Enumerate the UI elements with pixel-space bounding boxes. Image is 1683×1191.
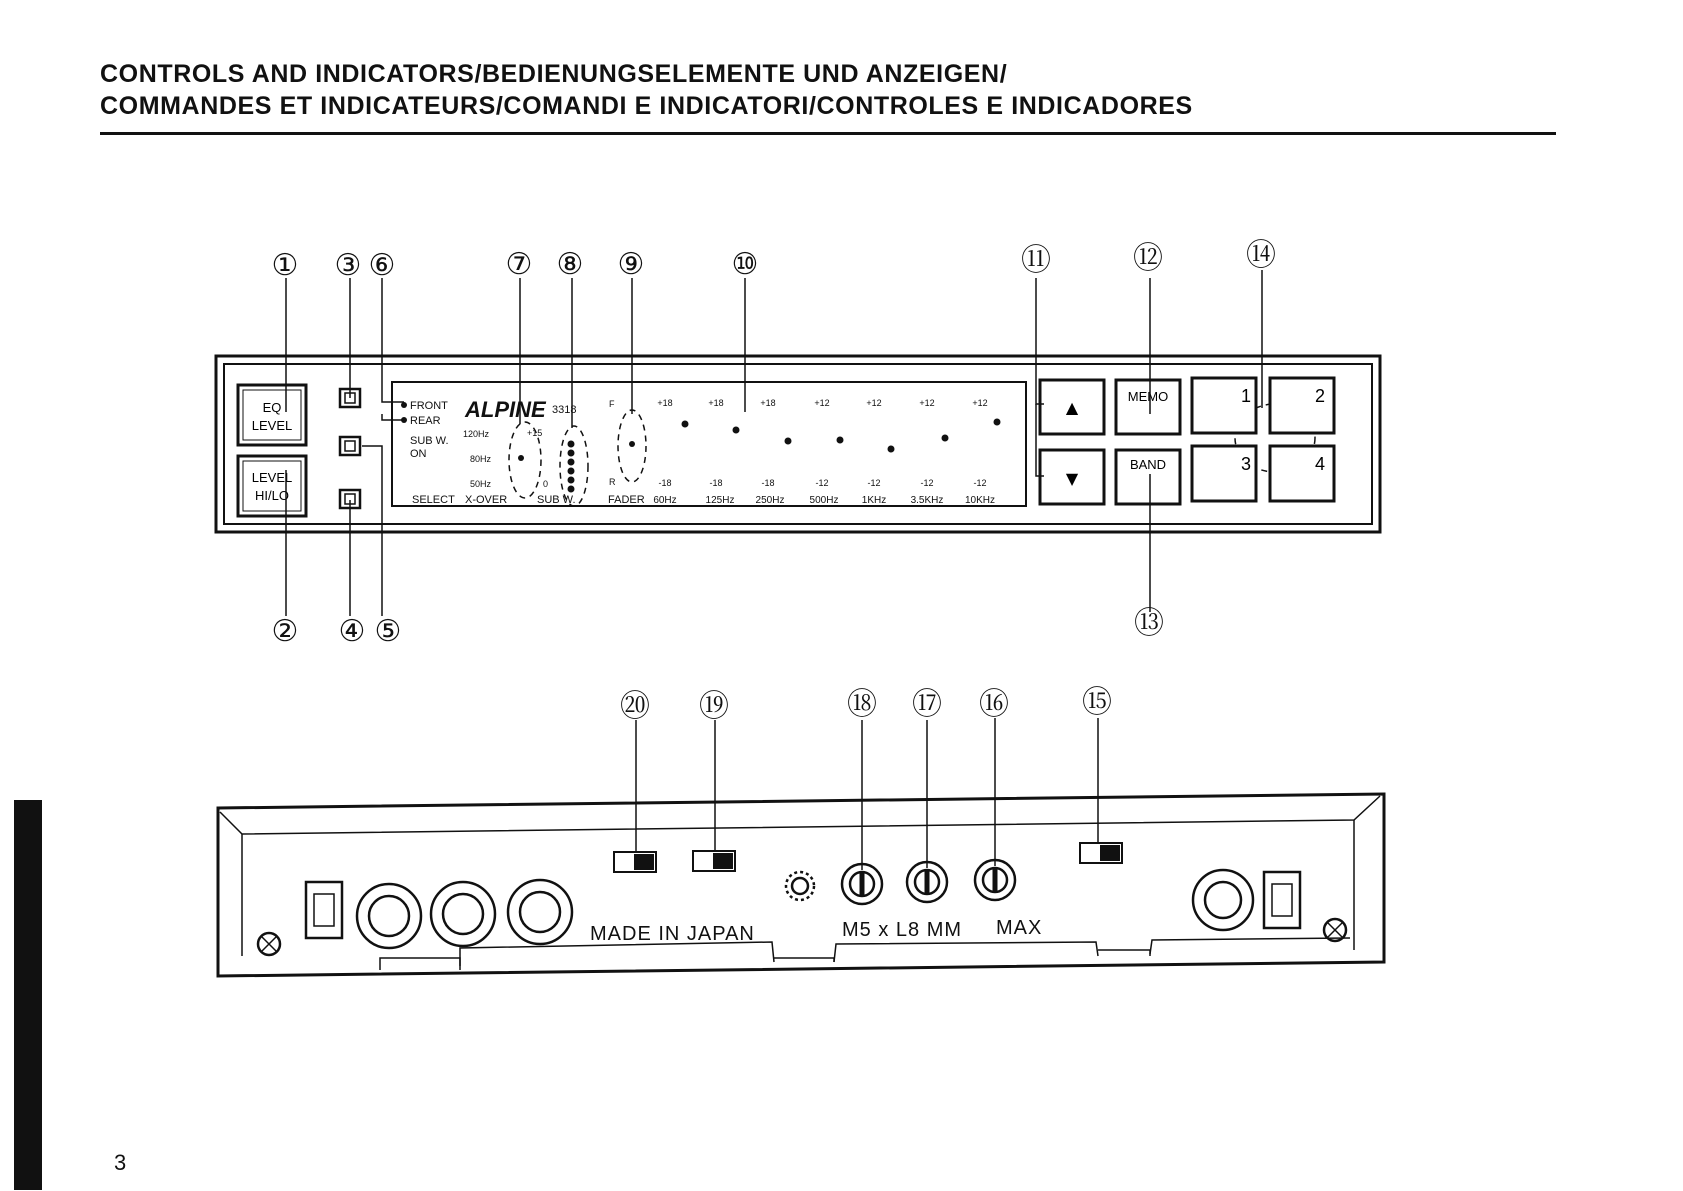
preset-4-label: 4 xyxy=(1314,454,1326,474)
eq-freq-3k5: 3.5KHz xyxy=(910,495,944,506)
level-hilo-label-1: LEVEL xyxy=(251,470,293,485)
preset-button-2[interactable] xyxy=(1270,378,1334,433)
preset-button-3[interactable] xyxy=(1192,446,1256,501)
subw-level-label: SUB W. xyxy=(537,494,576,506)
rca-output-3[interactable] xyxy=(508,880,572,944)
callout-12: ⑫ xyxy=(1133,241,1163,276)
made-in-japan-label: MADE IN JAPAN xyxy=(590,923,755,945)
eq-top-3k5: +12 xyxy=(919,398,935,408)
eq-bottom-1k: -12 xyxy=(867,478,881,488)
max-label: MAX xyxy=(996,917,1043,939)
subw-plus15: +15 xyxy=(527,428,543,438)
rear-right-connectors xyxy=(1193,870,1346,941)
rear-label: REAR xyxy=(410,415,441,427)
callout-6: ⑥ xyxy=(368,248,396,283)
xover-120hz: 120Hz xyxy=(463,429,490,439)
eq-top-10k: +12 xyxy=(972,398,988,408)
eq-bottom-250: -18 xyxy=(761,478,775,488)
callout-11: ⑪ xyxy=(1021,243,1051,278)
callout-4: ④ xyxy=(338,614,366,649)
eq-top-1k: +12 xyxy=(866,398,882,408)
fader-label: FADER xyxy=(608,494,645,506)
eq-freq-10k: 10KHz xyxy=(964,495,996,506)
callout-20: ⑳ xyxy=(620,689,650,724)
front-label: FRONT xyxy=(410,400,448,412)
eq-bottom-3k5: -12 xyxy=(920,478,934,488)
preset-button-1[interactable] xyxy=(1192,378,1256,433)
fader-f-label: F xyxy=(609,399,615,409)
xover-80hz: 80Hz xyxy=(470,454,492,464)
callout-7: ⑦ xyxy=(505,247,533,282)
callout-16: ⑯ xyxy=(979,687,1009,722)
eq-top-125: +18 xyxy=(708,398,724,408)
xover-50hz: 50Hz xyxy=(470,479,492,489)
eq-band-dots xyxy=(682,419,1001,453)
callout-18: ⑱ xyxy=(847,687,877,722)
callout-14: ⑭ xyxy=(1246,238,1276,273)
callout-5: ⑤ xyxy=(374,614,402,649)
callout-17: ⑰ xyxy=(912,687,942,722)
eq-freq-500: 500Hz xyxy=(809,495,839,506)
subw-level-meter xyxy=(568,441,575,493)
fader-r-label: R xyxy=(609,477,616,487)
eq-top-250: +18 xyxy=(760,398,776,408)
subw-label: SUB W. xyxy=(410,435,449,447)
eq-level-button[interactable] xyxy=(238,385,306,445)
callout-3: ③ xyxy=(334,248,362,283)
brand-logo: ALPINE xyxy=(465,397,546,422)
xover-label: X-OVER xyxy=(465,494,508,506)
memo-button[interactable] xyxy=(1116,380,1180,434)
callout-1: ① xyxy=(271,248,299,283)
page-title-line-2: COMMANDES ET INDICATEURS/COMANDI E INDICATORI/CONTROLES E INDICADORES xyxy=(100,92,1193,120)
select-label: SELECT xyxy=(412,494,455,506)
fader-indicator xyxy=(629,441,635,447)
rca-output-1[interactable] xyxy=(357,884,421,948)
rear-switches xyxy=(614,843,1122,872)
callout-13: ⑬ xyxy=(1134,606,1164,641)
callout-9: ⑨ xyxy=(617,247,645,282)
eq-level-label-2: LEVEL xyxy=(251,418,293,433)
callout-15: ⑮ xyxy=(1082,685,1112,720)
page-title-line-1: CONTROLS AND INDICATORS/BEDIENUNGSELEMENTE UND ANZEIGEN/ xyxy=(100,60,1008,88)
up-button[interactable] xyxy=(1040,380,1104,434)
xover-indicator xyxy=(518,455,524,461)
screw-spec-label: M5 x L8 MM xyxy=(842,919,963,941)
down-arrow-icon: ▼ xyxy=(1065,469,1079,488)
eq-level-label-1: EQ xyxy=(262,400,282,415)
level-hilo-button[interactable] xyxy=(238,456,306,516)
memo-label: MEMO xyxy=(1127,389,1169,404)
eq-bottom-500: -12 xyxy=(815,478,829,488)
left-power-connector xyxy=(306,882,342,938)
subwoofer-on-button[interactable] xyxy=(340,437,360,455)
band-label: BAND xyxy=(1129,457,1167,472)
page-number: 3 xyxy=(114,1150,127,1175)
eq-bottom-60: -18 xyxy=(658,478,672,488)
preset-button-4[interactable] xyxy=(1270,446,1334,501)
down-button[interactable] xyxy=(1040,450,1104,504)
preset-2-label: 2 xyxy=(1314,386,1326,406)
eq-top-60: +18 xyxy=(657,398,673,408)
subw-on-label: ON xyxy=(410,448,427,460)
model-number: 3318 xyxy=(552,404,577,416)
callout-8: ⑧ xyxy=(556,247,584,282)
rear-leader-lines xyxy=(636,718,1098,870)
eq-freq-125: 125Hz xyxy=(705,495,735,506)
eq-freq-60: 60Hz xyxy=(653,495,677,506)
callout-10: ⑩ xyxy=(731,247,759,282)
eq-bottom-125: -18 xyxy=(709,478,723,488)
band-button[interactable] xyxy=(1116,450,1180,504)
front-indicator xyxy=(401,402,407,408)
preset-3-label: 3 xyxy=(1240,454,1252,474)
preset-1-label: 1 xyxy=(1240,386,1252,406)
rca-output-2[interactable] xyxy=(431,882,495,946)
up-arrow-icon: ▲ xyxy=(1065,398,1079,417)
rear-trim-pots xyxy=(786,860,1015,904)
subw-zero: 0 xyxy=(543,479,549,489)
callout-19: ⑲ xyxy=(699,689,729,724)
eq-top-500: +12 xyxy=(814,398,830,408)
level-hilo-label-2: HI/LO xyxy=(255,488,289,503)
eq-freq-250: 250Hz xyxy=(755,495,785,506)
eq-freq-1k: 1KHz xyxy=(861,495,887,506)
eq-bottom-10k: -12 xyxy=(973,478,987,488)
callout-2: ② xyxy=(271,614,299,649)
